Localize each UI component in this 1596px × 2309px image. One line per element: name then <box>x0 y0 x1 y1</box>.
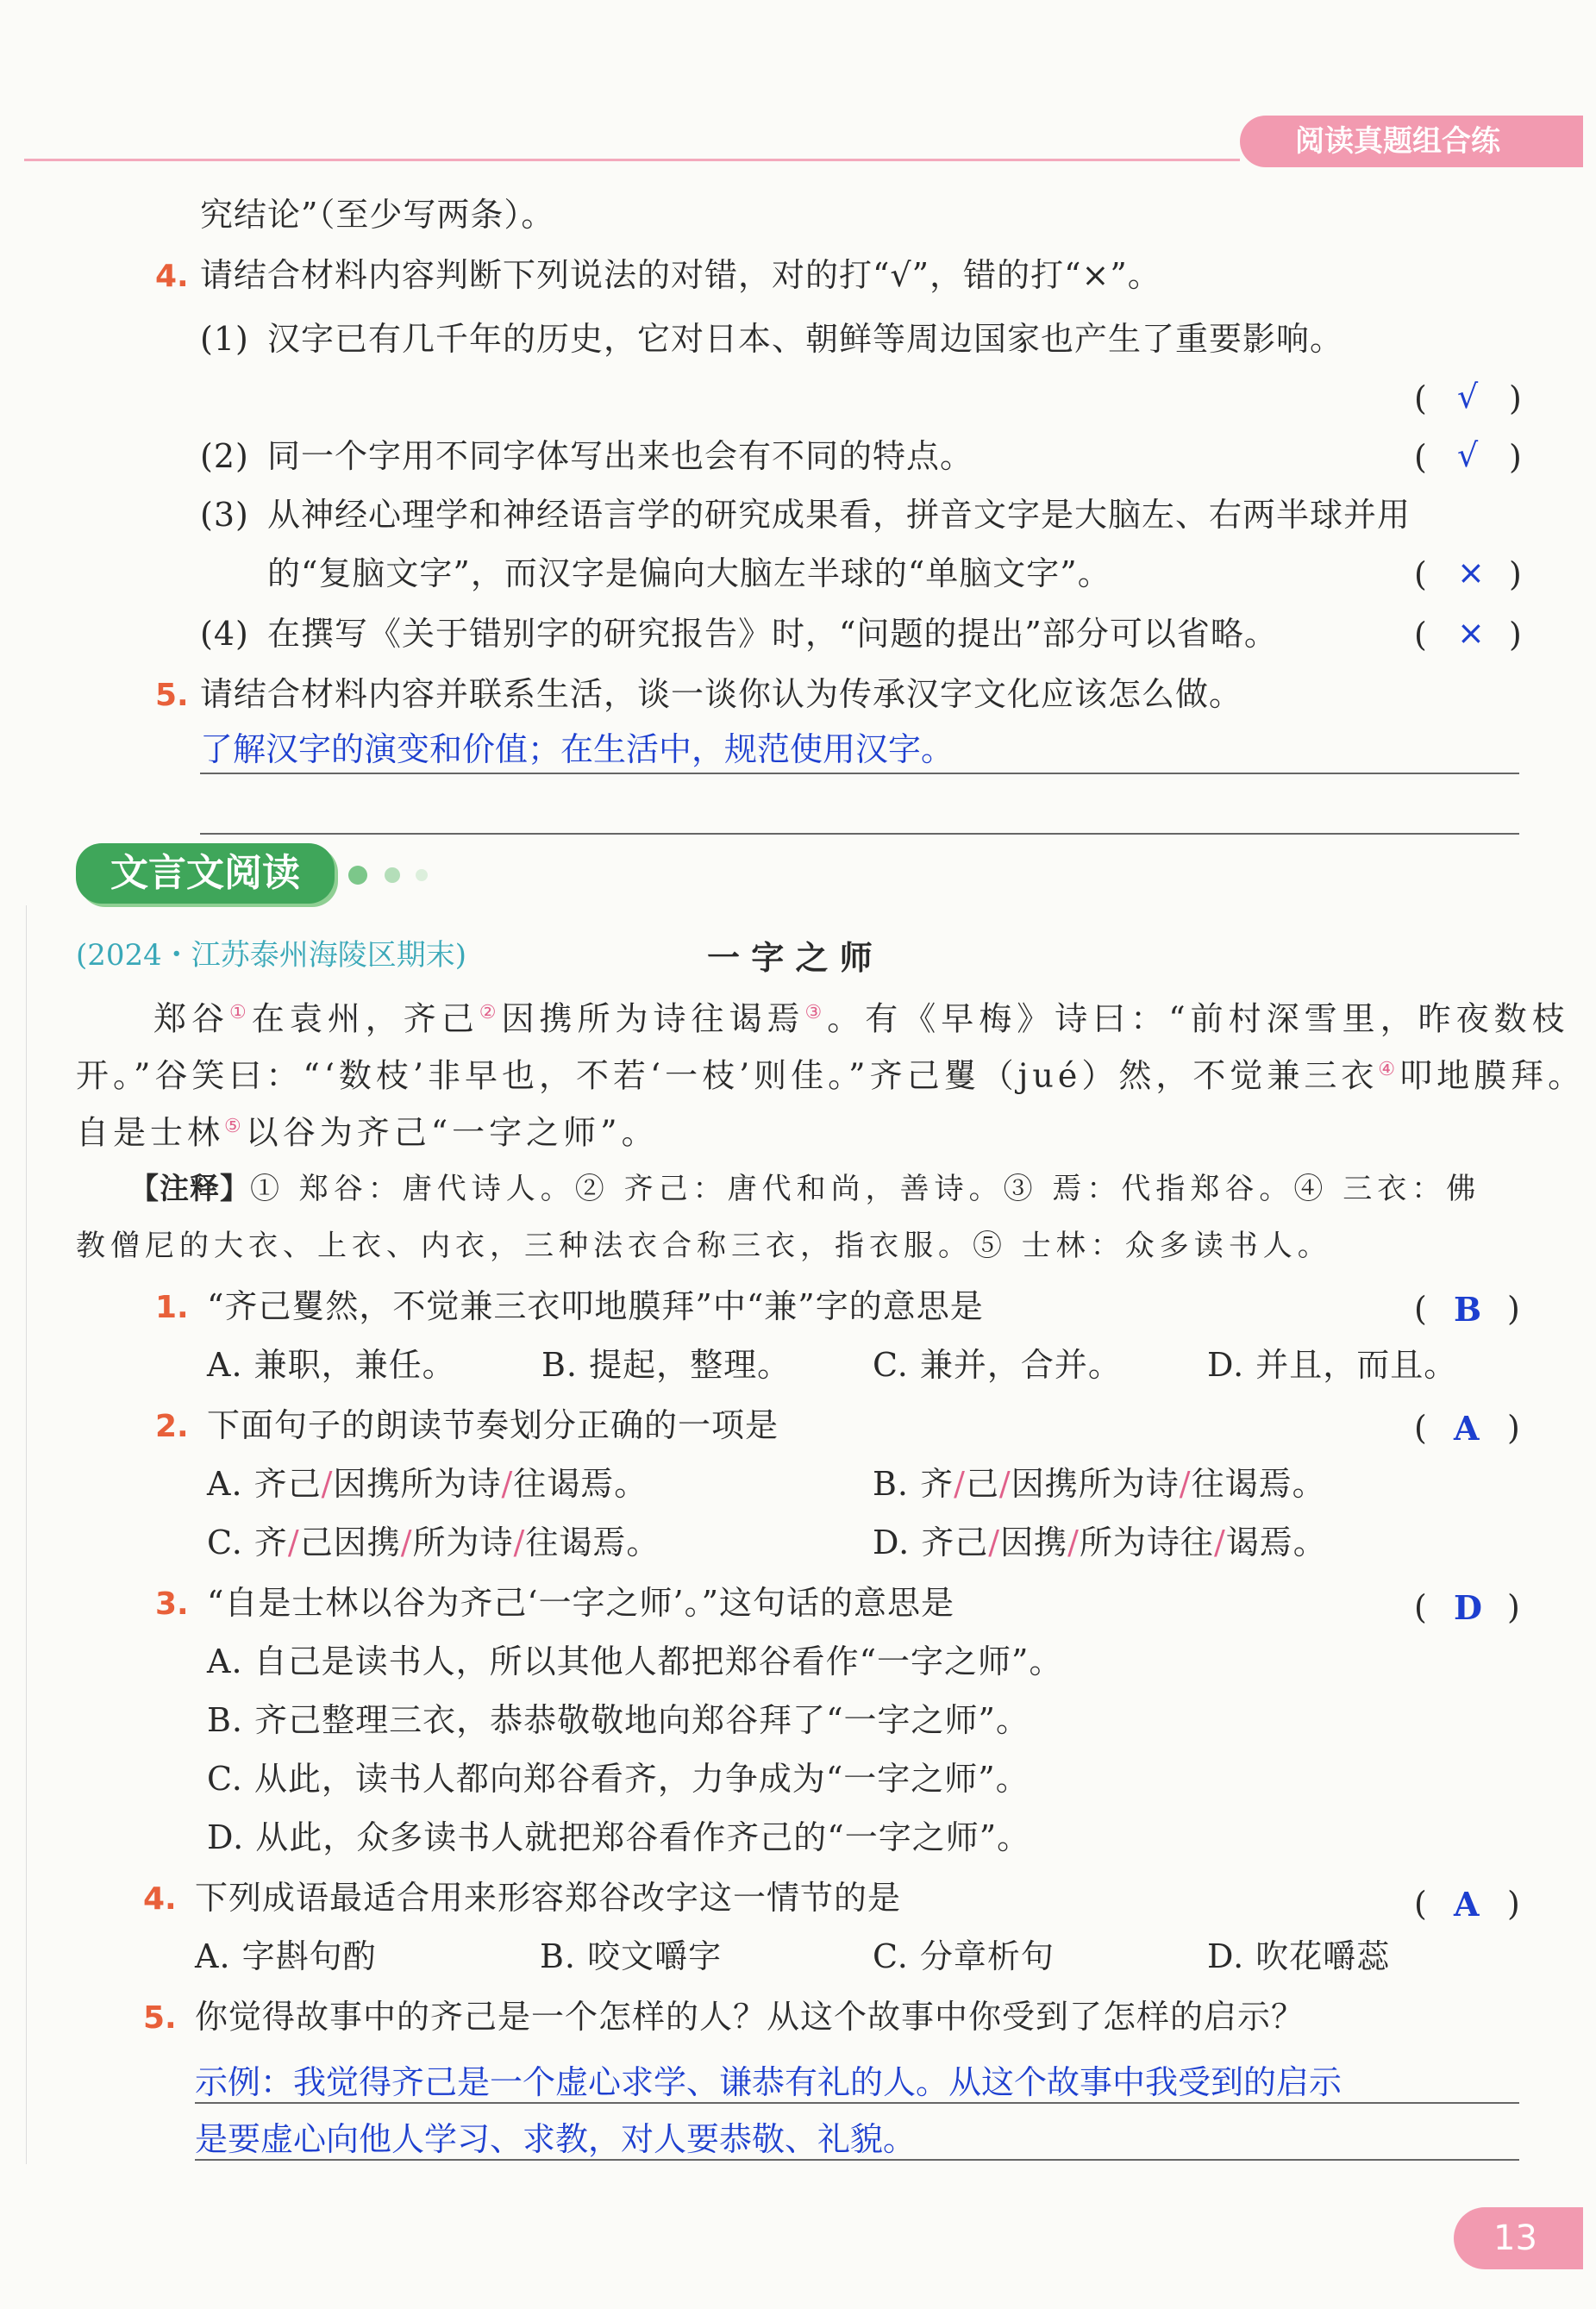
passage-line2: 开。”谷笑曰：“‘数枝’非早也，不若‘一枝’则佳。”齐己矍（jué）然，不觉兼三衣④叩地膜拜。 <box>76 1056 1586 1095</box>
q4-item2-answer: √ <box>1457 436 1479 474</box>
q4-text: 请结合材料内容判断下列说法的对错，对的打“√”，错的打“×”。 <box>200 256 1161 294</box>
mc-q4-option-a: A. 字斟句酌 <box>195 1937 377 1975</box>
mc-q2-option-a: A. 齐己/因携所为诗/往谒焉。 <box>207 1465 648 1503</box>
decor-dot <box>385 867 400 883</box>
mc-q3-text: “自是士林以谷为齐己‘一字之师’。”这句话的意思是 <box>207 1584 955 1622</box>
q4-item1-paren: ( <box>1414 379 1427 417</box>
mc-q3-option-c: C. 从此，读书人都向郑谷看齐，力争成为“一字之师”。 <box>207 1760 1030 1798</box>
mc-q2-option-c: C. 齐/己因携/所为诗/往谒焉。 <box>207 1524 660 1561</box>
notes-line2: 教僧尼的大衣、上衣、内衣，三种法衣合称三衣，指衣服。⑤ 士林：众多读书人。 <box>76 1229 1332 1263</box>
q4-item3-text: 从神经心理学和神经语言学的研究成果看，拼音文字是大脑左、右两半球并用 <box>267 496 1411 534</box>
mc-q5-answer-line1: 示例：我觉得齐己是一个虚心求学、谦恭有礼的人。从这个故事中我受到的启示 <box>195 2063 1343 2101</box>
continued-text: 究结论”（至少写两条）。 <box>200 196 555 234</box>
paren: ( <box>1414 1588 1427 1626</box>
mc-q3-option-b: B. 齐己整理三衣，恭恭敬敬地向郑谷拜了“一字之师”。 <box>207 1701 1030 1739</box>
page-number: 13 <box>1454 2207 1583 2269</box>
header-banner: 阅读真题组合练 <box>1240 116 1583 167</box>
mc-q4-text: 下列成语最适合用来形容郑谷改字这一情节的是 <box>195 1879 902 1917</box>
passage-title: 一 字 之 师 <box>707 939 873 977</box>
notes-line1: 【注释】① 郑谷：唐代诗人。② 齐己：唐代和尚，善诗。③ 焉：代指郑谷。④ 三衣：佛 <box>129 1172 1481 1206</box>
passage-line3: 自是士林⑤以谷为齐己“一字之师”。 <box>76 1113 659 1152</box>
mc-q2-text: 下面句子的朗读节奏划分正确的一项是 <box>207 1406 779 1444</box>
mc-q2-option-b: B. 齐/己/因携所为诗/往谒焉。 <box>873 1465 1326 1503</box>
q5-number: 5. <box>155 678 189 713</box>
mc-q2-answer: A <box>1454 1409 1480 1448</box>
q4-item3-paren-close: ) <box>1509 555 1522 593</box>
q4-number: 4. <box>155 259 189 294</box>
q4-item1-paren-close: ) <box>1509 379 1522 417</box>
margin-line <box>26 905 27 2164</box>
passage-source: (2024・江苏泰州海陵区期末) <box>76 938 467 973</box>
header-divider <box>24 159 1240 161</box>
mc-q1-number: 1. <box>155 1290 189 1325</box>
mc-q1-option-b: B. 提起，整理。 <box>541 1346 792 1384</box>
q5-answer: 了解汉字的演变和价值；在生活中，规范使用汉字。 <box>200 730 954 768</box>
paren: ( <box>1414 1885 1427 1923</box>
mc-q1-answer: B <box>1454 1290 1482 1329</box>
paren: ) <box>1507 1885 1520 1923</box>
q4-item1-label: (1) <box>200 320 249 358</box>
decor-dot <box>416 869 428 881</box>
q4-item4-answer: × <box>1457 614 1485 652</box>
mc-q2-option-d: D. 齐己/因携/所为诗往/谒焉。 <box>873 1524 1327 1561</box>
q4-item3-label: (3) <box>200 496 249 534</box>
mc-q3-answer: D <box>1454 1588 1482 1627</box>
mc-q4-option-b: B. 咬文嚼字 <box>540 1937 723 1975</box>
q4-item3-text2: 的“复脑文字”，而汉字是偏向大脑左半球的“单脑文字”。 <box>267 554 1111 592</box>
q4-item4-paren: ( <box>1414 616 1427 654</box>
answer-line <box>195 2102 1519 2104</box>
mc-q5-text: 你觉得故事中的齐己是一个怎样的人？从这个故事中你受到了怎样的启示？ <box>195 1998 1305 2036</box>
q4-item2-label: (2) <box>200 437 249 475</box>
paren: ) <box>1507 1588 1520 1626</box>
mc-q4-answer: A <box>1454 1885 1480 1924</box>
q4-item2-paren: ( <box>1414 438 1427 476</box>
q4-item1-text: 汉字已有几千年的历史，它对日本、朝鲜等周边国家也产生了重要影响。 <box>267 320 1344 358</box>
mc-q4-number: 4. <box>143 1881 177 1917</box>
mc-q4-option-d: D. 吹花嚼蕊 <box>1207 1937 1391 1975</box>
q4-item4-label: (4) <box>200 615 249 653</box>
section-title: 文言文阅读 <box>76 843 335 904</box>
mc-q2-number: 2. <box>155 1409 189 1444</box>
paren: ( <box>1414 1290 1427 1328</box>
mc-q3-option-a: A. 自己是读书人，所以其他人都把郑谷看作“一字之师”。 <box>207 1643 1063 1680</box>
q4-item3-answer: × <box>1457 554 1485 591</box>
mc-q3-number: 3. <box>155 1586 189 1622</box>
q4-item4-paren-close: ) <box>1509 616 1522 654</box>
q4-item2-paren-close: ) <box>1509 438 1522 476</box>
paren: ) <box>1507 1290 1520 1328</box>
q4-item1-answer: √ <box>1457 378 1479 416</box>
mc-q1-option-d: D. 并且，而且。 <box>1207 1346 1458 1384</box>
mc-q5-answer-line2: 是要虚心向他人学习、求教，对人要恭敬、礼貌。 <box>195 2120 917 2158</box>
q4-item2-text: 同一个字用不同字体写出来也会有不同的特点。 <box>267 437 974 475</box>
mc-q1-option-c: C. 兼并，合并。 <box>873 1346 1122 1384</box>
q4-item3-paren: ( <box>1414 555 1427 593</box>
mc-q1-text: “齐己矍然，不觉兼三衣叩地膜拜”中“兼”字的意思是 <box>207 1287 984 1325</box>
mc-q3-option-d: D. 从此，众多读书人就把郑谷看作齐己的“一字之师”。 <box>207 1818 1031 1856</box>
q5-text: 请结合材料内容并联系生活，谈一谈你认为传承汉字文化应该怎么做。 <box>200 675 1243 713</box>
answer-line <box>200 773 1519 774</box>
decor-dot <box>348 866 367 885</box>
answer-line <box>200 833 1519 835</box>
mc-q5-number: 5. <box>143 2000 177 2036</box>
q4-item4-text: 在撰写《关于错别字的研究报告》时，“问题的提出”部分可以省略。 <box>267 615 1278 653</box>
paren: ( <box>1414 1409 1427 1447</box>
paren: ) <box>1507 1409 1520 1447</box>
mc-q4-option-c: C. 分章析句 <box>873 1937 1055 1975</box>
passage-line1: 郑谷①在袁州，齐己②因携所为诗往谒焉③。有《早梅》诗曰：“前村深雪里，昨夜数枝 <box>153 999 1570 1038</box>
mc-q1-option-a: A. 兼职，兼任。 <box>207 1346 456 1384</box>
answer-line <box>195 2159 1519 2161</box>
